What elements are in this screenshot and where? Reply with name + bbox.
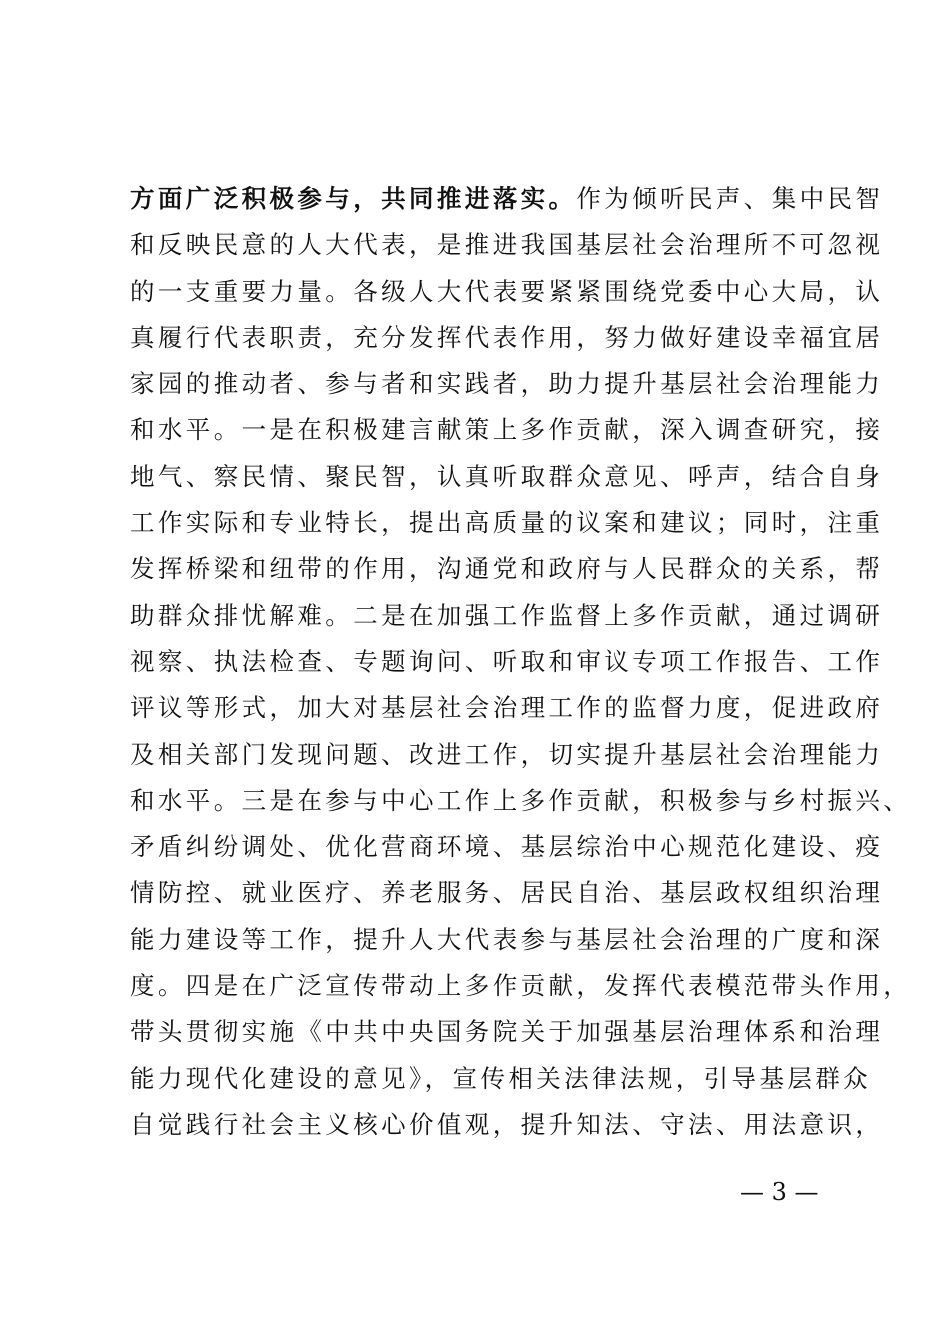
text-line-15: 矛盾纠纷调处、优化营商环境、基层综治中心规范化建设、疫 (130, 832, 884, 862)
text-line-16: 情防控、就业医疗、养老服务、居民自治、基层政权组织治理 (130, 878, 884, 908)
text-line-5: 家园的推动者、参与者和实践者，助力提升基层社会治理能力 (130, 369, 884, 399)
text-line-4: 真履行代表职责，充分发挥代表作用，努力做好建设幸福宜居 (130, 322, 884, 352)
text-line-21: 自觉践行社会主义核心价值观，提升知法、守法、用法意识， (130, 1109, 884, 1139)
text-line-12: 评议等形式，加大对基层社会治理工作的监督力度，促进政府 (130, 693, 884, 723)
page-number: — 3 — (740, 1178, 819, 1206)
text-line-3: 的一支重要力量。各级人大代表要紧紧围绕党委中心大局，认 (130, 276, 884, 306)
text-line-19: 带头贯彻实施《中共中央国务院关于加强基层治理体系和治理 (130, 1017, 884, 1047)
text-line-13: 及相关部门发现问题、改进工作，切实提升基层社会治理能力 (130, 739, 884, 769)
text-line-6: 和水平。一是在积极建言献策上多作贡献，深入调查研究，接 (130, 415, 884, 445)
text-line-2: 和反映民意的人大代表，是推进我国基层社会治理所不可忽视 (130, 230, 884, 260)
lead-bold-text: 方面广泛积极参与，共同推进落实。 (130, 184, 577, 213)
text-line-18: 度。四是在广泛宣传带动上多作贡献，发挥代表模范带头作用， (130, 971, 912, 1001)
text-line-1-rest: 作为倾听民声、集中民智 (576, 184, 884, 213)
text-line-14: 和水平。三是在参与中心工作上多作贡献，积极参与乡村振兴、 (130, 785, 912, 815)
text-line-17: 能力建设等工作，提升人大代表参与基层社会治理的广度和深 (130, 924, 884, 954)
document-body (130, 176, 912, 1148)
text-line-20: 能力现代化建设的意见》，宣传相关法律法规，引导基层群众 (130, 1063, 872, 1093)
text-line-1 (130, 176, 884, 222)
text-line-11: 视察、执法检查、专题询问、听取和审议专项工作报告、工作 (130, 646, 884, 676)
text-line-8: 工作实际和专业特长，提出高质量的议案和建议；同时，注重 (130, 508, 884, 538)
text-line-7: 地气、察民情、聚民智，认真听取群众意见、呼声，结合自身 (130, 461, 884, 491)
text-line-9: 发挥桥梁和纽带的作用，沟通党和政府与人民群众的关系，帮 (130, 554, 884, 584)
text-line-10: 助群众排忧解难。二是在加强工作监督上多作贡献，通过调研 (130, 600, 884, 630)
